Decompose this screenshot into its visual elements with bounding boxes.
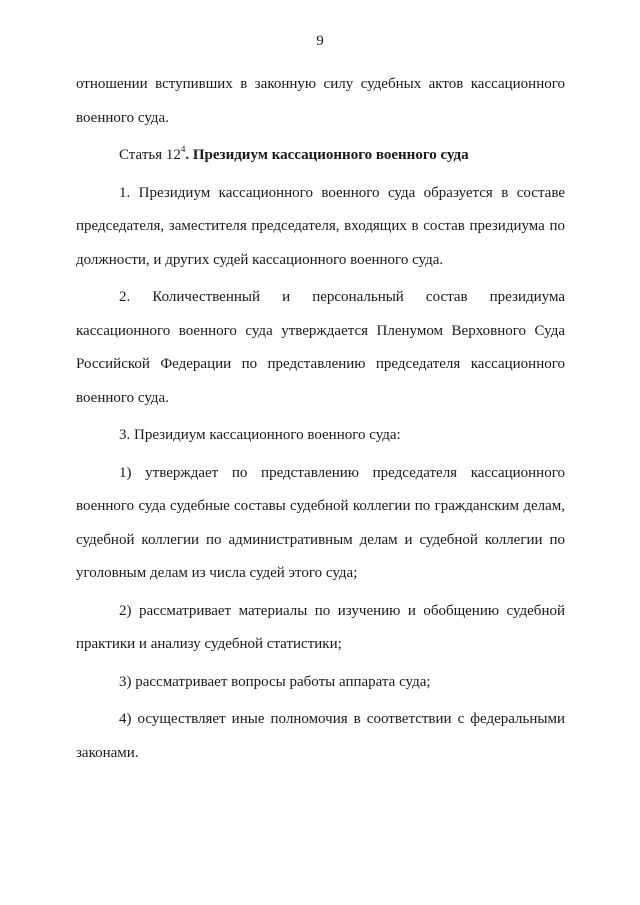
paragraph-2-word: 2. [119, 289, 131, 305]
paragraph-2-word: президиума [489, 289, 565, 305]
article-dot: . [185, 147, 190, 163]
paragraph-2 [76, 281, 565, 415]
article-heading [76, 139, 565, 173]
article-title: Президиум кассационного военного суда [192, 147, 469, 163]
article-number: Статья 12 [119, 147, 181, 163]
paragraph-1: 1. Президиум кассационного военного суда образуется в составе председателя, заместителя председателя, входящих в состав президиума по должности, и других судей кассационного военного суда. [76, 184, 565, 268]
paragraph-2-word: Количественный [152, 289, 261, 305]
paragraph-2-rest: кассационного военного суда утверждается Пленумом Верховного Суда Российской Федерации по представлению председателя кассационного военного суда. [76, 322, 565, 406]
paragraph-3: 3. Президиум кассационного военного суда: [119, 427, 401, 443]
list-item-1: 1) утверждает по представлению председателя кассационного военного суда судебные составы судебной коллегии по гражданским делам, судебной коллегии по административным делам и судебной коллегии по уголовным делам из числа судей этого суда; [76, 464, 565, 581]
document-body [76, 68, 565, 770]
paragraph-2-word: состав [425, 289, 468, 305]
list-item-4: 4) осуществляет иные полномочия в соответствии с федеральными законами. [76, 711, 565, 761]
paragraph-2-first-line [76, 281, 565, 315]
paragraph-continuation: отношении вступивших в законную силу судебных актов кассационного военного суда. [76, 76, 565, 126]
list-item-2: 2) рассматривает материалы по изучению и обобщению судебной практики и анализу судебной статистики; [76, 602, 565, 652]
paragraph-2-word: персональный [312, 289, 404, 305]
article-number-superscript: 4 [180, 144, 186, 154]
page-number: 9 [316, 33, 324, 49]
paragraph-2-word: и [282, 289, 291, 305]
list-item-3: 3) рассматривает вопросы работы аппарата суда; [119, 673, 431, 690]
